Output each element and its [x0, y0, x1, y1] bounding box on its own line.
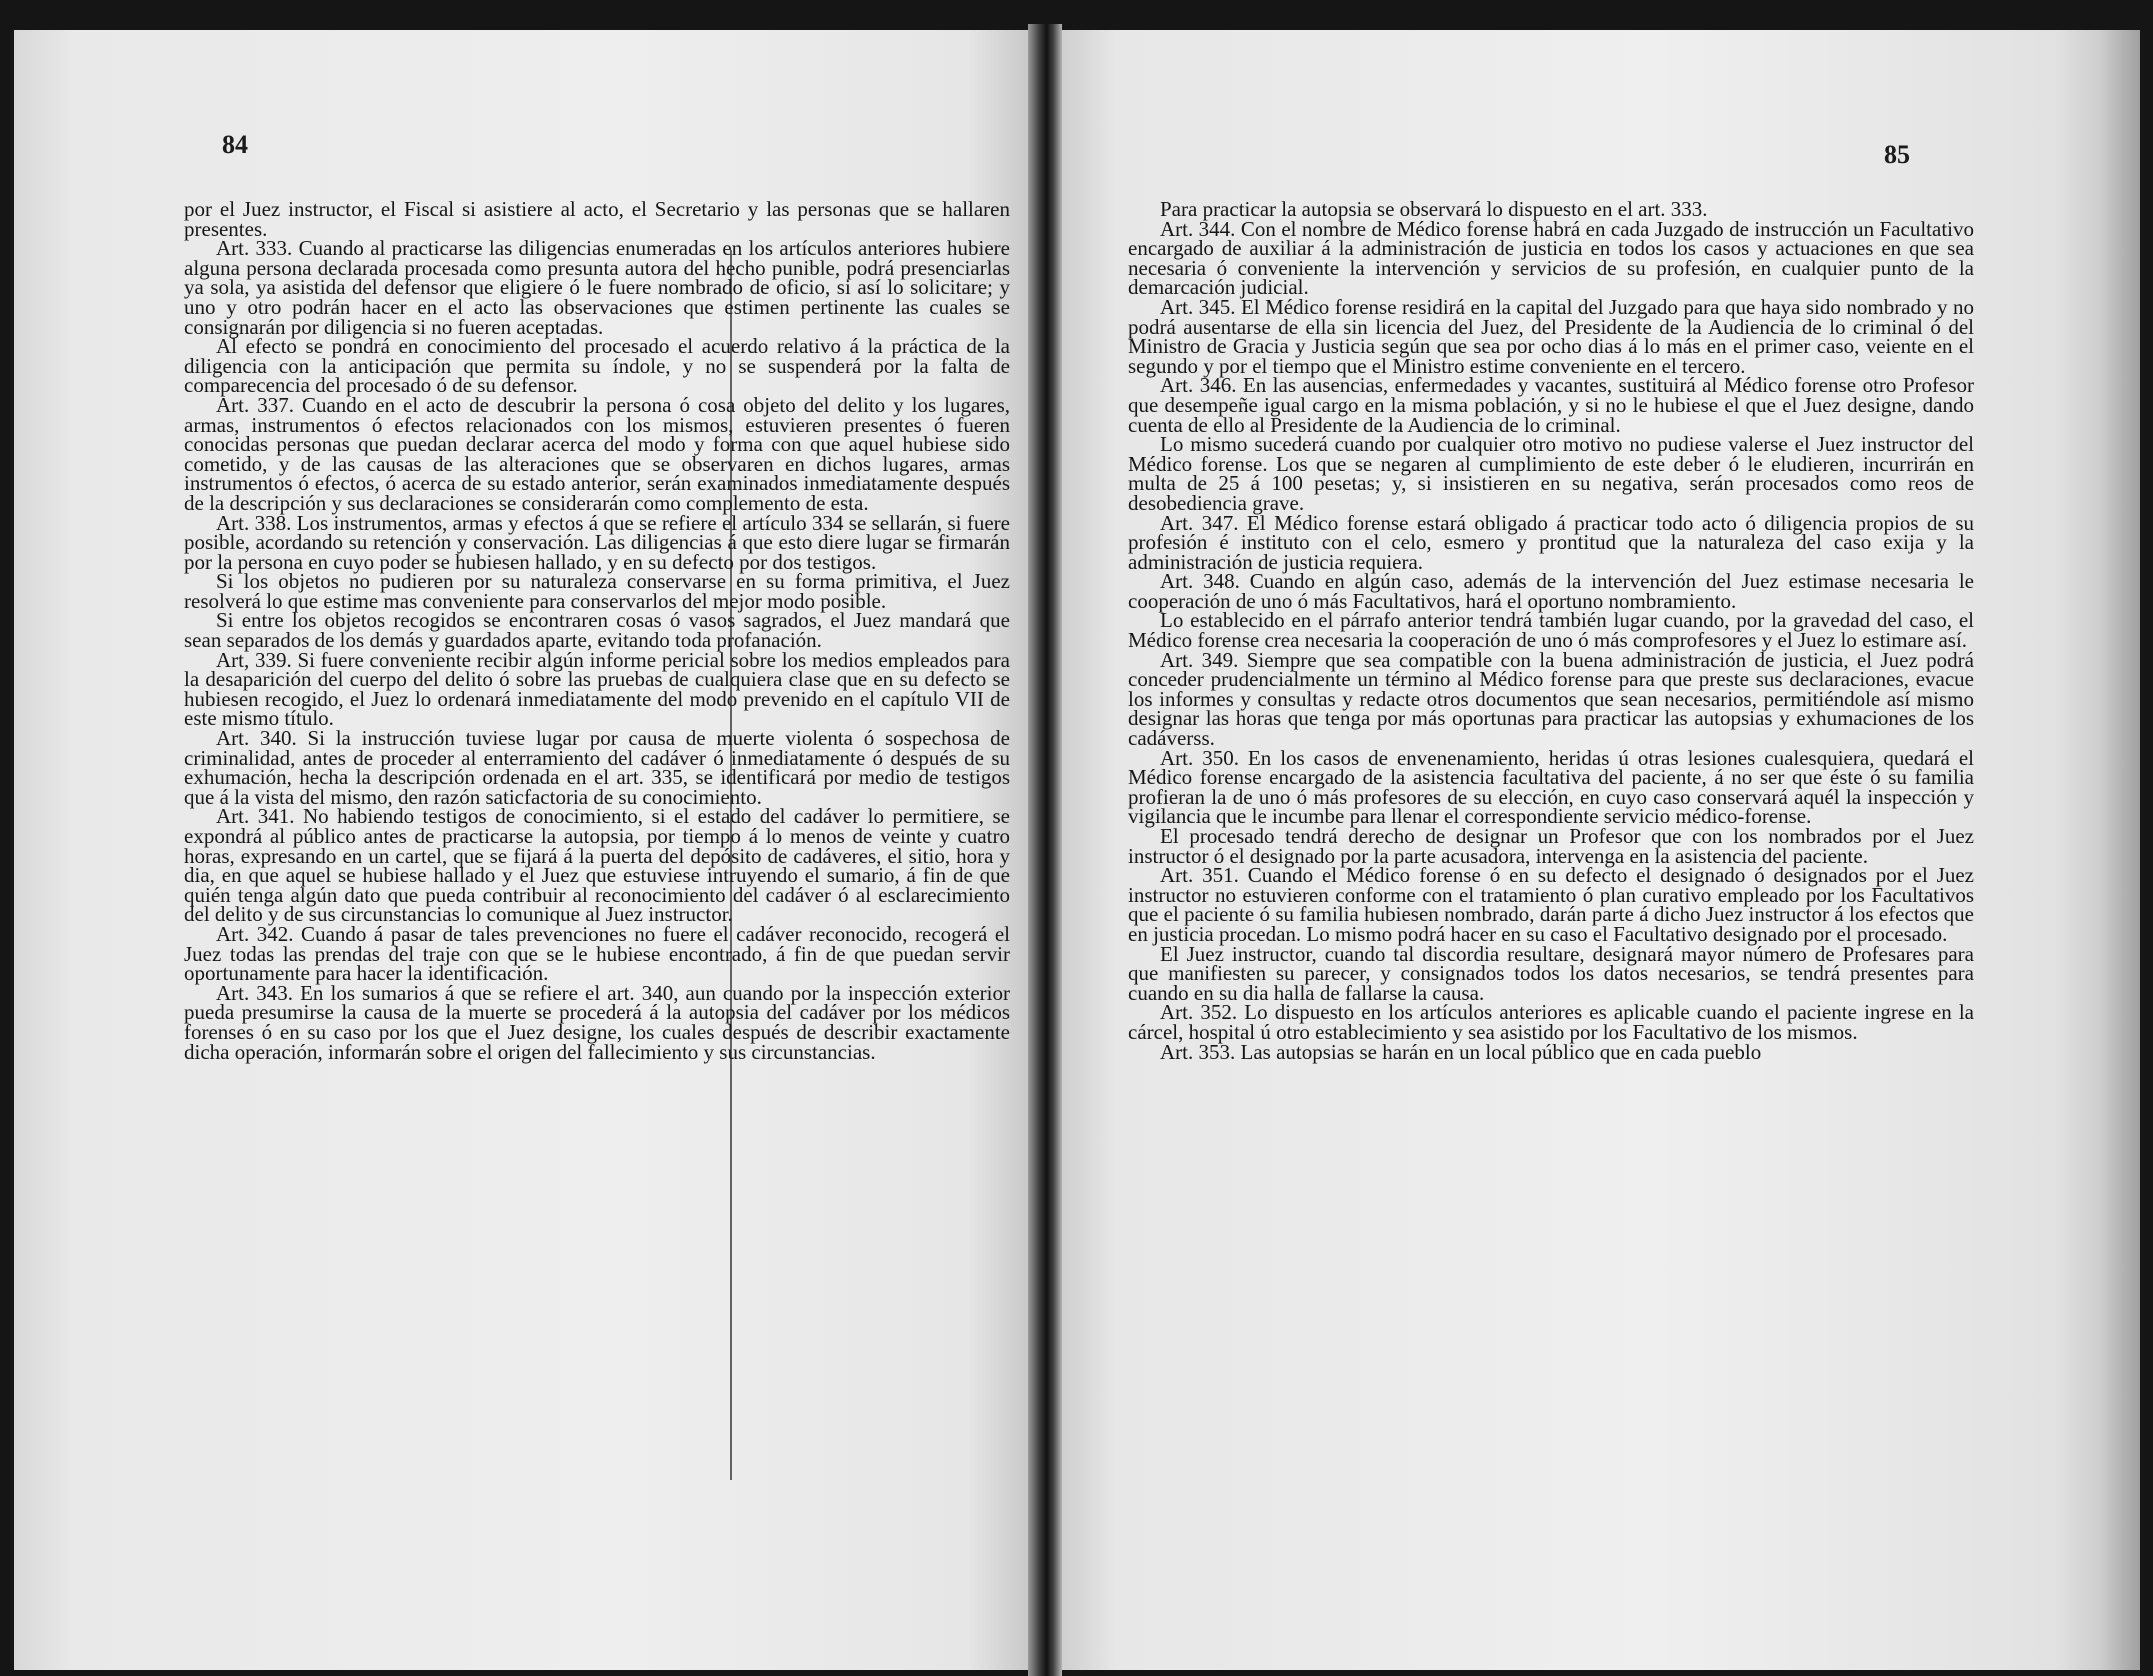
right-page [1062, 30, 2140, 1670]
page-edge-shadow [2100, 30, 2140, 1670]
book-gutter [1028, 24, 1062, 1676]
paragraph: por el Juez instructor, el Fiscal si asistiere al acto, el Secretario y las personas que se hallaren presentes. [184, 197, 1010, 241]
paragraph: Art. 344. Con el nombre de Médico forense habrá en cada Juzgado de instrucción un Facultativo encargado de auxiliar á la administración de justicia en todos los casos y actuaciones en que sea necesaria ó conveniente la intervención y servicios de su profesión, en cualquier punto de la demarcación judicial. [1128, 216, 1974, 300]
paragraph: Art. 348. Cuando en algún caso, además de la intervención del Juez estimase necesaria le cooperación de uno ó más Facultativos, hará el oportuno nombramiento. [1128, 569, 1974, 613]
paragraph: Art. 340. Si la instrucción tuviese lugar por causa de muerte violenta ó sospechosa de criminalidad, antes de proceder al enterramiento del cadáver ó inmediatamente ó después de su exhumación, hecha la descripción ordenada en el art. 335, se identificará por medio de testigos que á la vista del mismo, den razón saticfactoria de su conocimiento. [184, 726, 1010, 809]
left-page [14, 30, 1028, 1670]
paragraph: Art. 345. El Médico forense residirá en la capital del Juzgado para que haya sido nombrado y no podrá ausentarse de ella sin licencia del Juez, del Presidente de la Audiencia de lo criminal ó del Ministro de Gracia y Justicia según que sea por ocho dias á lo más en el primer caso, veiente en el segundo y por el tiempo que el Ministro estime conveniente en el tercero. [1128, 294, 1974, 378]
paragraph: Art. 341. No habiendo testigos de conocimiento, si el estado del cadáver lo permitiere, se expondrá al público antes de practicarse la autopsia, por tiempo á lo menos de veinte y cuatro horas, expresando en un cartel, que se fijará á la puerta del depósito de cadáveres, el sitio, hora y dia, en que aquel se hubiese hallado y el Juez que estuviese intruyendo el sumario, á fin de que quién tenga algún dato que pueda contribuir al reconocimiento del cadáver ó al esclarecimiento del delito y de sus circunstancias lo comunique al Juez instructor. [184, 804, 1010, 927]
paragraph: Art. 352. Lo dispuesto en los artículos anteriores es aplicable cuando el paciente ingrese en la cárcel, hospital ú otro establecimiento y sea asistido por los Facultativo de los mismos. [1128, 1000, 1974, 1044]
paragraph: Art. 343. En los sumarios á que se refiere el art. 340, aun cuando por la inspección exterior pueda presumirse la causa de la muerte se procederá á la autopsia del cadáver por los médicos forenses ó en su caso por los que el Juez designe, los cuales después de describir exactamente dicha operación, informarán sobre el origen del fallecimiento y sus circunstancias. [184, 980, 1010, 1064]
paragraph: Art. 342. Cuando á pasar de tales prevenciones no fuere el cadáver reconocido, recogerá el Juez todas las prendas del traje con que se le hubiese encontrado, á fin de que puedan servir oportunamente para hacer la identificación. [184, 921, 1010, 986]
paragraph: Art. 338. Los instrumentos, armas y efectos á que se refiere el artículo 334 se sellarán, si fuere posible, acordando su retención y conservación. Las diligencias á que esto diere lugar se firmarán por la persona en cuyo poder se hubiesen hallado, y en su defecto por dos testigos. [184, 510, 1010, 574]
paragraph: Art, 339. Si fuere conveniente recibir algún informe pericial sobre los medios empleados para la desaparición del cuerpo del delito ó sobre las pruebas de cualquiera clase que en su defecto se hubiesen recogido, el Juez lo ordenará inmediatamente del modo prevenido en el capítulo VII de este mismo título. [184, 647, 1010, 731]
paragraph: Art. 333. Cuando al practicarse las diligencias enumeradas en los artículos anteriores hubiere alguna persona declarada procesada como presunta autora del hecho punible, podrá presenciarlas ya sola, ya asistida del defensor que eligiere ó le fuere nombrado de oficio, si así lo solicitare; y uno y otro podrán hacer en el acto las observaciones que estimen pertinente las cuales se consignarán por diligencia si no fueren aceptadas. [184, 236, 1010, 339]
paragraph: El procesado tendrá derecho de designar un Profesor que con los nombrados por el Juez instructor ó el designado por la parte acusadora, intervenga en la asistencia del paciente. [1128, 824, 1974, 868]
paragraph: Art. 350. En los casos de envenenamiento, heridas ú otras lesiones cualesquiera, quedará el Médico forense encargado de la asistencia facultativa del paciente, á no ser que éste ó su familia profieran la de uno ó más profesores de su elección, en cuyo caso conservará aquél la inspección y vigilancia que le incumbe para llenar el correspondiente servicio médico-forense. [1128, 745, 1974, 829]
paragraph: Si los objetos no pudieren por su naturaleza conservarse en su forma primitiva, el Juez resolverá lo que estime mas conveniente para conservarlos del mejor modo posible. [184, 569, 1010, 613]
right-page-text [1128, 197, 1974, 1064]
paragraph: Lo establecido en el párrafo anterior tendrá también lugar cuando, por la gravedad del caso, el Médico forense crea necesaria la cooperación de uno ó más comprofesores y el Juez lo estimare así. [1128, 608, 1974, 653]
paragraph: Lo mismo sucederá cuando por cualquier otro motivo no pudiese valerse el Juez instructor del Médico forense. Los que se negaren al cumplimiento de este deber ó le eludieren, incurrirán en multa de 25 á 100 pesetas; y, si insistieren en su negativa, serán procesados como reos de desobediencia grave. [1128, 432, 1974, 515]
left-page-text [184, 197, 1010, 1064]
paragraph: El Juez instructor, cuando tal discordia resultare, designará mayor número de Profesares para que manifiesten su parecer, y consignados todos los datos necesarios, se tendrá presentes para cuando en su dia halla de fallarse la causa. [1128, 941, 1974, 1005]
page-number-right: 85 [1884, 140, 1910, 169]
paragraph: Art. 346. En las ausencias, enfermedades y vacantes, sustituirá al Médico forense otro Profesor que desempeñe igual cargo en la misma población, y si no le hubiese el que el Juez designe, dando cuenta de ello al Presidente de la Audiencia de lo criminal. [1128, 373, 1974, 437]
page-number-left: 84 [222, 130, 248, 159]
paragraph: Art. 353. Las autopsias se harán en un local público que en cada pueblo [1160, 1039, 1762, 1064]
paragraph: Art. 337. Cuando en el acto de descubrir la persona ó cosa objeto del delito y los lugares, armas, instrumentos ó efectos relacionados con los mismos, estuvieren presentes ó fueren conocidas personas que puedan declarar acerca del modo y forma con que aquel hubiese sido cometido, y de las causas de las alteraciones que se observaren en dichos lugares, armas instrumentos ó efectos, ó acerca de su estado anterior, serán examinados inmediatamente después de la descripción y sus declaraciones se considerarán como complemento de esta. [184, 392, 1010, 515]
paragraph: Al efecto se pondrá en conocimiento del procesado el acuerdo relativo á la práctica de la diligencia con la anticipación que permita su índole, y no se suspenderá por la falta de comparecencia del procesado ó de su defensor. [184, 334, 1010, 398]
paragraph: Art. 351. Cuando el Médico forense ó en su defecto el designado ó designados por el Juez instructor no estuvieren conforme con el tratamiento ó plan curativo empleado por los Facultativos que el paciente ó su familia hubiesen nombrado, darán parte á dicho Juez instructor á los efectos que en justicia procedan. Lo mismo podrá hacer en su caso el Facultativo designado por el procesado. [1128, 863, 1974, 946]
paragraph: Art. 349. Siempre que sea compatible con la buena administración de justicia, el Juez podrá conceder prudencialmente un término al Médico forense para que preste sus declaraciones, evacue los informes y consultas y redacte otros documentos que sean necesarios, permitiéndole así mismo designar las horas que tenga por más oportunas para practicar las autopsias y exhumaciones de los cadáverss. [1128, 647, 1974, 751]
paragraph: Art. 347. El Médico forense estará obligado á practicar todo acto ó diligencia propios de su profesión é instituto con el celo, esmero y prontitud que la naturaleza del caso exija y la administración de justicia requiera. [1128, 510, 1974, 574]
paragraph: Si entre los objetos recogidos se encontraren cosas ó vasos sagrados, el Juez mandará que sean separados de los demás y guardados aparte, evitando toda profanación. [184, 608, 1010, 653]
paragraph: Para practicar la autopsia se observará lo dispuesto en el art. 333. [1160, 197, 1708, 221]
